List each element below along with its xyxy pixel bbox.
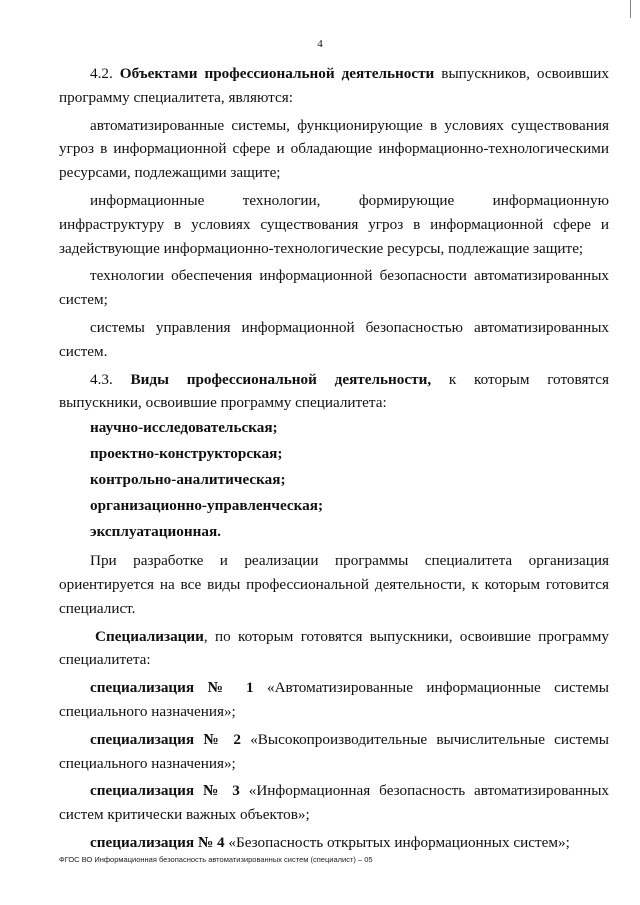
specialization-text: «Высокопроизводительные вычислительные системы специального назначения»; <box>59 730 609 772</box>
section-heading-text: к которым готовятся выпускники, освоившие программу специалитета: <box>59 370 609 412</box>
section-heading-text: выпускников, освоивших программу специалитета, являются: <box>59 65 610 106</box>
section-bold-term: деятельности, <box>334 370 432 388</box>
specialization-item <box>59 728 609 776</box>
specialization-label: специализация № 1 <box>90 679 254 697</box>
specialization-text: «Информационная безопасность автоматизированных систем критически важных объектов»; <box>59 782 609 824</box>
section-bold-term: профессиональной <box>186 370 317 388</box>
section-note: При разработке и реализации программы специалитета организация ориентируется на все виды профессиональной деятельности, к которым готовится специалист. <box>59 552 609 617</box>
object-item: информационные технологии, формирующие информационную инфраструктуру в условиях существования угроз в информационной сфере и задействующие информационно-технологические ресурсы, подлежащие защите; <box>59 191 609 257</box>
section-4-2-heading <box>59 62 609 110</box>
activity-item: контрольно-аналитическая; <box>90 471 286 489</box>
specialization-item <box>59 676 609 724</box>
object-item: системы управления информационной безопасностью автоматизированных систем. <box>59 318 609 360</box>
specialization-label: специализация № 2 <box>90 730 241 748</box>
specialization-text: «Автоматизированные информационные системы специального назначения»; <box>59 679 609 720</box>
specializations-term: Специализации <box>95 627 204 645</box>
scan-edge-line <box>630 0 631 18</box>
specialization-item <box>59 831 609 855</box>
document-body <box>59 62 609 855</box>
specialization-label: специализация № 3 <box>90 782 240 800</box>
object-item: технологии обеспечения информационной безопасности автоматизированных систем; <box>59 267 609 309</box>
activity-item: эксплуатационная. <box>90 523 221 541</box>
section-number: 4.3. <box>90 370 113 388</box>
section-4-3-heading <box>59 368 609 416</box>
activity-item: проектно-конструкторская; <box>90 445 283 463</box>
activity-item: организационно-управленческая; <box>90 497 323 515</box>
specialization-item <box>59 779 609 827</box>
specialization-text: «Безопасность открытых информационных систем»; <box>224 833 570 851</box>
section-number: 4.2. <box>90 65 113 82</box>
section-bold-term: Виды <box>130 370 169 388</box>
specializations-intro <box>59 625 609 673</box>
section-bold-term: Объектами профессиональной деятельности <box>119 65 435 82</box>
object-item: автоматизированные системы, функционирующие в условиях существования угроз в информационной сфере и обладающие информационно-технологическими ресурсами, подлежащими защите; <box>59 116 609 182</box>
specializations-intro-text: , по которым готовятся выпускники, освоившие программу специалитета: <box>59 627 609 669</box>
page-number: 4 <box>317 38 323 50</box>
activity-item: научно-исследовательская; <box>90 419 278 437</box>
specialization-label: специализация № 4 <box>90 833 225 851</box>
page-footer: ФГОС ВО Информационная безопасность автоматизированных систем (специалист) – 05 <box>59 855 373 864</box>
